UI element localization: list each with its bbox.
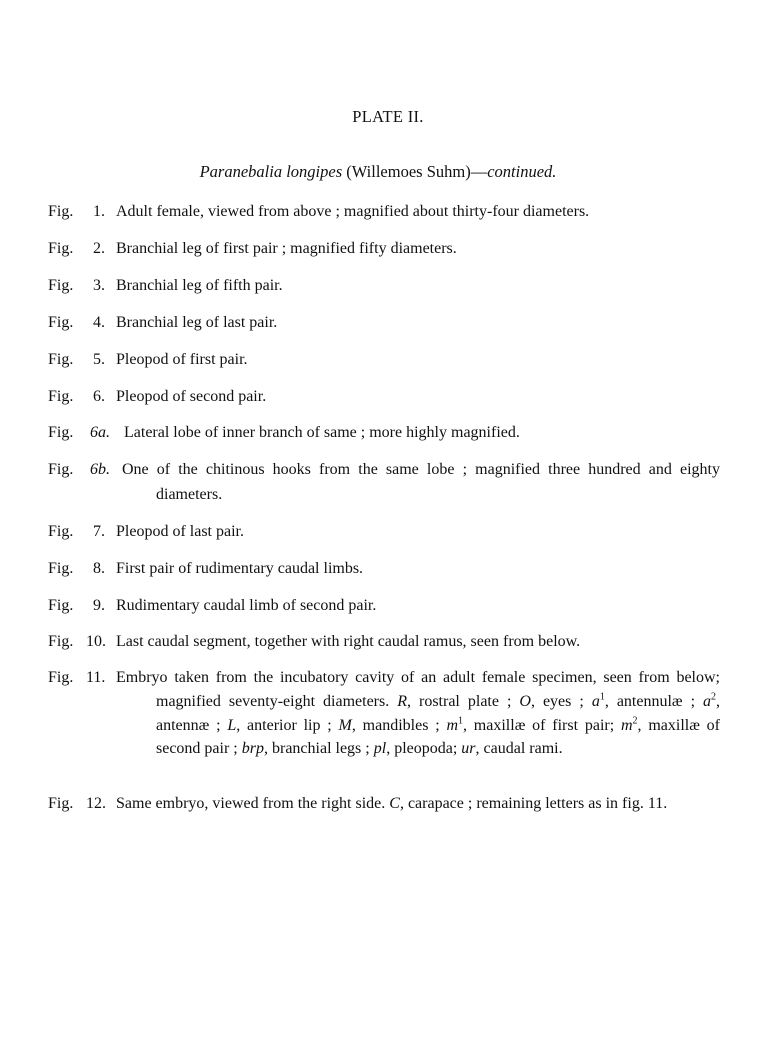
- fig-description: Pleopod of second pair.: [116, 388, 267, 405]
- fig-description: Embryo taken from the incubatory cavity of an adult female specimen, seen from below; magnified seventy-eight diameters. R, rostral plate ; O, eyes ; $a^1$, antennulæ ; $a^2$, antennæ ; L, anterior lip ; M, mandibles ; $m^1$, maxillæ of first pair; $m^2$, maxillæ of second pair ; brp, branchial legs ; pl, pleopoda; ur, caudal rami.: [116, 669, 721, 758]
- fig-label: Fig.: [48, 669, 74, 686]
- figure-entry-8: [48, 557, 720, 582]
- fig-number: 12.: [86, 795, 106, 812]
- fig-description: Last caudal segment, together with right caudal ramus, seen from below.: [116, 633, 581, 650]
- species-authority: (Willemoes Suhm)—: [342, 162, 488, 181]
- fig-number: 6b.: [90, 461, 110, 478]
- fig-label: Fig.: [48, 461, 74, 478]
- figure-entry-11: [48, 666, 720, 761]
- fig-number: 8.: [93, 560, 105, 577]
- figure-entry-6: [48, 385, 720, 410]
- fig-label: Fig.: [48, 240, 74, 257]
- fig-label: Fig.: [48, 388, 74, 405]
- fig-label: Fig.: [48, 351, 74, 368]
- species-name: Paranebalia longipes: [199, 162, 343, 181]
- figure-entry-10: [48, 630, 720, 655]
- fig-number: 1.: [93, 203, 105, 220]
- fig-description: One of the chitinous hooks from the same lobe ; magnified three hundred and eighty diameters.: [122, 461, 720, 503]
- fig-number: 6a.: [90, 424, 110, 441]
- continued-label: continued.: [487, 162, 557, 181]
- figure-entry-12: [48, 792, 720, 817]
- fig-label: Fig.: [48, 795, 74, 812]
- fig-label: Fig.: [48, 277, 74, 294]
- figure-entry-4: [48, 311, 720, 336]
- fig-number: 9.: [93, 597, 105, 614]
- fig-description: Branchial leg of first pair ; magnified fifty diameters.: [116, 240, 457, 257]
- fig-number: 5.: [93, 351, 105, 368]
- fig-description: Rudimentary caudal limb of second pair.: [116, 597, 377, 614]
- figure-entry-6b: [48, 458, 720, 507]
- figure-entry-3: [48, 274, 720, 299]
- fig-number: 4.: [93, 314, 105, 331]
- fig-number: 7.: [93, 523, 105, 540]
- plate-title: PLATE II.: [352, 107, 424, 126]
- fig-label: Fig.: [48, 560, 74, 577]
- fig-description: Pleopod of first pair.: [116, 351, 248, 368]
- fig-number: 11.: [86, 669, 106, 686]
- fig-description: Branchial leg of fifth pair.: [116, 277, 283, 294]
- fig-number: 6.: [93, 388, 105, 405]
- figure-entry-7: [48, 520, 720, 545]
- fig-number: 10.: [86, 633, 106, 650]
- fig-label: Fig.: [48, 424, 74, 441]
- figure-entry-9: [48, 594, 720, 619]
- plate-subtitle: [0, 162, 756, 182]
- fig-description: Pleopod of last pair.: [116, 523, 244, 540]
- fig-label: Fig.: [48, 523, 74, 540]
- fig-number: 3.: [93, 277, 105, 294]
- figure-entry-5: [48, 348, 720, 373]
- fig-label: Fig.: [48, 203, 74, 220]
- fig-description: Lateral lobe of inner branch of same ; more highly magnified.: [124, 424, 520, 441]
- figure-entry-1: [48, 200, 720, 225]
- fig-label: Fig.: [48, 633, 74, 650]
- fig-description: Adult female, viewed from above ; magnified about thirty-four diameters.: [116, 203, 590, 220]
- figure-entry-2: [48, 237, 720, 262]
- fig-number: 2.: [93, 240, 105, 257]
- fig-description: Same embryo, viewed from the right side. C, carapace ; remaining letters as in fig. 11.: [116, 795, 668, 812]
- fig-description: Branchial leg of last pair.: [116, 314, 278, 331]
- fig-label: Fig.: [48, 314, 74, 331]
- fig-description: First pair of rudimentary caudal limbs.: [116, 560, 364, 577]
- fig-label: Fig.: [48, 597, 74, 614]
- figure-entry-6a: [48, 421, 720, 446]
